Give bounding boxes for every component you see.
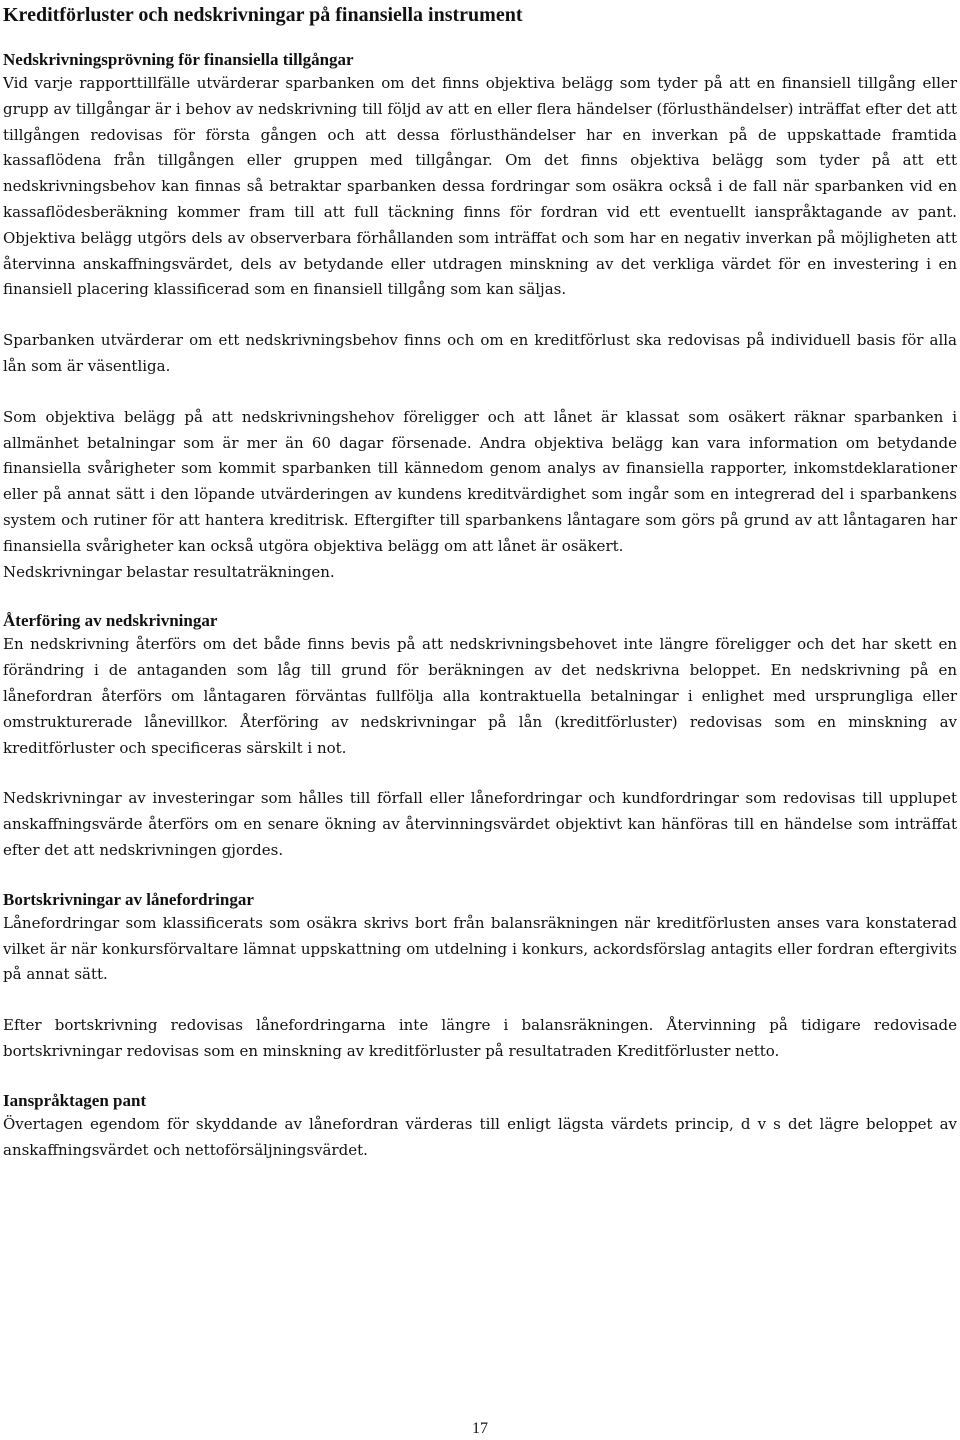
paragraph: Nedskrivningar av investeringar som hålles till förfall eller lånefordringar och kundfordringar som redovisas till upplupet anskaffningsvärde återförs om en senare ökning av återvinningsvärdet objektivt kan hänföras till en händelse som inträffat efter det att nedskrivningen gjordes. xyxy=(3,789,957,859)
section-reversal-of-impairments xyxy=(3,610,957,863)
spacer xyxy=(3,761,957,786)
paragraph: Sparbanken utvärderar om ett nedskrivningsbehov finns och om en kreditförlust ska redovisas på individuell basis för alla lån som är väsentliga. xyxy=(3,331,957,375)
spacer xyxy=(3,864,957,889)
page-number: 17 xyxy=(472,1420,488,1437)
paragraph: En nedskrivning återförs om det både finns bevis på att nedskrivningsbehovet inte längre föreligger och det har skett en förändring i de antaganden som låg till grund för beräkningen av det nedskrivna beloppet. En nedskrivning på en lånefordran återförs om låntagaren förväntas fullfölja alla kontraktuella betalningar i enlighet med ursprungliga eller omstrukturerade lånevillkor. Återföring av nedskrivningar på lån (kreditförluster) redovisas som en minskning av kreditförluster och specificeras särskilt i not. xyxy=(3,635,957,757)
document-page xyxy=(3,0,957,1163)
section-heading: Bortskrivningar av lånefordringar xyxy=(3,889,254,909)
paragraph: Lånefordringar som klassificerats som osäkra skrivs bort från balansräkningen när kreditförlusten anses vara konstaterad vilket är när konkursförvaltare lämnat uppskattning om utdelning i konkurs, ackordsförslag antagits eller fordran eftergivits på annat sätt. xyxy=(3,913,957,984)
section-heading: Ianspråktagen pant xyxy=(3,1090,147,1110)
page-title: Kreditförluster och nedskrivningar på finansiella instrument xyxy=(3,4,523,26)
section-heading: Återföring av nedskrivningar xyxy=(3,611,218,631)
paragraph: Vid varje rapporttillfälle utvärderar sparbanken om det finns objektiva belägg som tyder på att en finansiell tillgång eller grupp av tillgångar är i behov av nedskrivning till följd av att en eller flera händelser (förlusthändelser) inträffat efter det att tillgången redovisas för första gången och att dessa förlusthändelser har en inverkan på de uppskattade framtida kassaflödena från tillgången eller gruppen med tillgångar. Om det finns objektiva belägg som tyder på att ett nedskrivningsbehov kan finnas så betraktar sparbanken dessa fordringar som osäkra också i de fall när sparbanken vid en kassaflödesberäkning kommer fram till att full täckning finns för fordran vid ett eventuellt ianspråktagande av pant. Objektiva belägg utgörs dels av observerbara förhållanden som inträffat och som har en negativ inverkan på möjligheten att återvinna anskaffningsvärdet, dels av betydande eller utdragen minskning av det verkliga värdet för en investering i en finansiell placering klassificerad som en finansiell tillgång som kan säljas. xyxy=(3,74,957,299)
paragraph: Nedskrivningar belastar resultaträkningen. xyxy=(3,562,335,581)
paragraph: Efter bortskrivning redovisas lånefordringarna inte längre i balansräkningen. Återvinning på tidigare redovisade bortskrivningar redovisas som en minskning av kreditförluster på resultatraden Kreditförluster netto. xyxy=(3,1016,957,1060)
paragraph: Som objektiva belägg på att nedskrivningshehov föreligger och att lånet är klassat som osäkert räknar sparbanken i allmänhet betalningar som är mer än 60 dagar försenade. Andra objektiva belägg kan vara information om betydande finansiella svårigheter som kommit sparbanken till kännedom genom analys av finansiella rapporter, inkomstdeklarationer eller på annat sätt i den löpande utvärderingen av kundens kreditvärdighet som ingår som en integrerad del i sparbankens system och rutiner för att hantera kreditrisk. Eftergifter till sparbankens låntagare som görs på grund av att låntagaren har finansiella svårigheter kan också utgöra objektiva belägg om att lånet är osäkert. xyxy=(3,407,957,555)
spacer xyxy=(3,28,957,49)
section-repossessed-collateral xyxy=(3,1090,957,1164)
section-heading: Nedskrivningsprövning för finansiella tillgångar xyxy=(3,50,354,69)
spacer xyxy=(3,1065,957,1090)
section-impairment-testing xyxy=(3,49,957,585)
spacer xyxy=(3,380,957,405)
spacer xyxy=(3,585,957,610)
spacer xyxy=(3,303,957,328)
section-write-offs xyxy=(3,889,957,1065)
spacer xyxy=(3,988,957,1013)
paragraph: Övertagen egendom för skyddande av lånefordran värderas till enligt lägsta värdets princip, d v s det lägre beloppet av anskaffningsvärdet och nettoförsäljningsvärdet. xyxy=(3,1114,957,1159)
